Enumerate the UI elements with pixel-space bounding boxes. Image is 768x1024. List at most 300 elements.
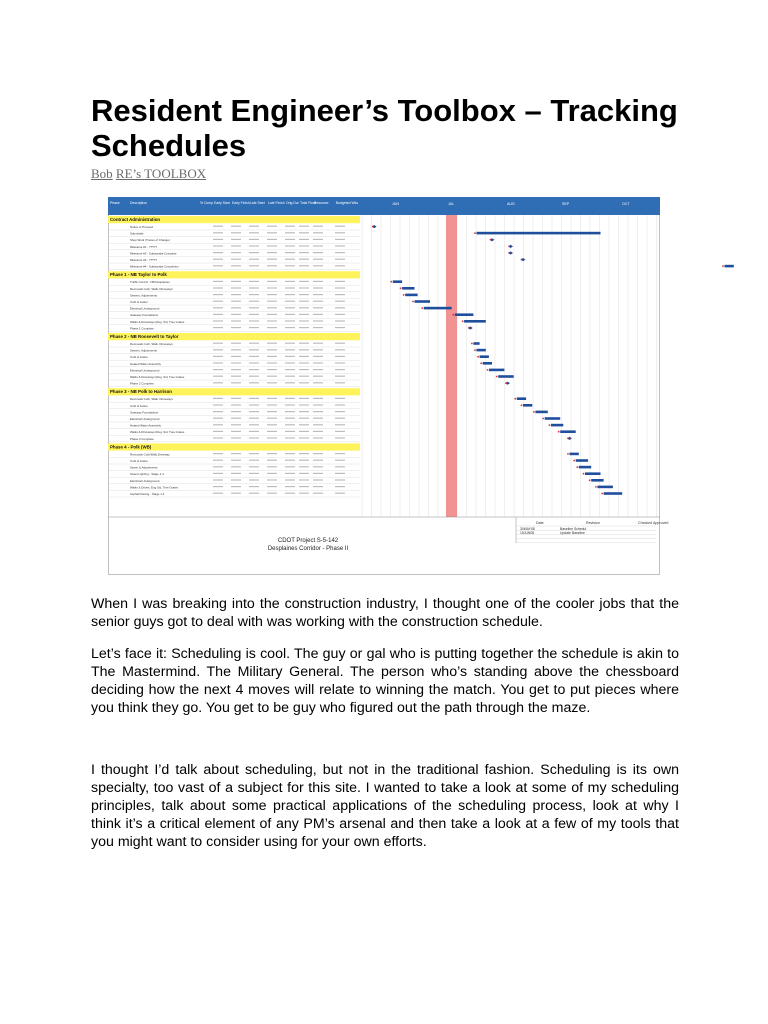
table-cell-value xyxy=(285,437,295,438)
table-cell-value xyxy=(299,252,309,253)
table-cell-value xyxy=(249,314,259,315)
table-cell-value xyxy=(335,294,345,295)
table-cell-value xyxy=(299,376,309,377)
activity-bar xyxy=(393,280,402,283)
activity-marker xyxy=(508,252,510,254)
table-cell-value xyxy=(213,232,223,233)
category-link[interactable]: RE’s TOOLBOX xyxy=(115,166,207,181)
activity-marker xyxy=(567,453,569,455)
table-cell-value xyxy=(285,404,295,405)
table-cell-value xyxy=(267,466,277,467)
table-cell-value xyxy=(267,232,277,233)
table-cell-value xyxy=(231,349,241,350)
table-cell-value xyxy=(231,473,241,474)
activity-description: Phase 1 Complete xyxy=(130,326,154,331)
table-cell-value xyxy=(313,437,323,438)
table-cell-value xyxy=(231,356,241,357)
activity-bar xyxy=(725,265,734,268)
activity-bar xyxy=(464,320,486,323)
table-cell-value xyxy=(231,460,241,461)
table-cell-value xyxy=(231,343,241,344)
activity-description: Removals Curb/Walk,Driveway xyxy=(130,452,170,457)
timeline-month-label: JUL xyxy=(448,202,455,206)
table-cell-value xyxy=(313,473,323,474)
activity-marker xyxy=(558,431,560,433)
table-cell-value xyxy=(313,252,323,253)
table-cell-value xyxy=(267,245,277,246)
table-cell-value xyxy=(213,398,223,399)
table-cell-value xyxy=(231,479,241,480)
table-cell-value xyxy=(231,404,241,405)
table-cell-value xyxy=(267,460,277,461)
table-cell-value xyxy=(313,466,323,467)
table-cell-value xyxy=(267,320,277,321)
title-line-1: Resident Engineer’s Toolbox – Tracking xyxy=(91,93,678,128)
project-number: CDOT Project S-5-142 xyxy=(277,538,339,544)
table-cell-value xyxy=(267,281,277,282)
activity-marker xyxy=(542,418,544,420)
table-cell-value xyxy=(335,287,345,288)
table-cell-value xyxy=(313,301,323,302)
table-cell-value xyxy=(249,437,259,438)
table-cell-value xyxy=(249,259,259,260)
activity-marker xyxy=(412,301,414,303)
table-cell-value xyxy=(267,301,277,302)
table-cell-value xyxy=(313,369,323,370)
table-cell-value xyxy=(213,307,223,308)
table-cell-value xyxy=(249,232,259,233)
activity-bar xyxy=(551,424,563,427)
activity-bar xyxy=(604,492,623,495)
header-cell: Early Start xyxy=(214,201,230,205)
table-cell-value xyxy=(231,362,241,363)
table-cell-value xyxy=(213,294,223,295)
activity-description: Sewer & Adjustments xyxy=(130,465,158,470)
table-cell-value xyxy=(249,473,259,474)
activity-marker xyxy=(468,327,470,329)
gantt-chart-figure xyxy=(108,197,669,575)
table-cell-value xyxy=(213,466,223,467)
table-cell-value xyxy=(285,226,295,227)
table-cell-value xyxy=(299,437,309,438)
header-cell: Early Finish xyxy=(232,201,250,205)
table-cell-value xyxy=(285,453,295,454)
table-cell-value xyxy=(285,376,295,377)
table-cell-value xyxy=(285,418,295,419)
table-cell-value xyxy=(285,411,295,412)
table-cell-value xyxy=(335,356,345,357)
table-cell-value xyxy=(213,301,223,302)
table-cell-value xyxy=(335,369,345,370)
table-cell-value xyxy=(335,320,345,321)
table-cell-value xyxy=(231,320,241,321)
header-cell: Resource xyxy=(314,201,329,205)
table-cell-value xyxy=(231,376,241,377)
table-cell-value xyxy=(335,418,345,419)
table-cell-value xyxy=(299,232,309,233)
table-cell-value xyxy=(299,404,309,405)
table-cell-value xyxy=(213,327,223,328)
activity-marker xyxy=(508,245,510,247)
table-cell-value xyxy=(267,349,277,350)
body-paragraph-1: When I was breaking into the construction industry, I thought one of the cooler jobs that the senior guys got to deal with was working with the construction schedule. xyxy=(91,596,679,630)
table-cell-value xyxy=(335,460,345,461)
activity-description: Asphalt Paving - Stage 1-4 xyxy=(130,492,165,496)
table-cell-value xyxy=(285,281,295,282)
table-cell-value xyxy=(231,252,241,253)
table-cell-value xyxy=(249,376,259,377)
table-cell-value xyxy=(213,356,223,357)
table-cell-value xyxy=(335,245,345,246)
table-cell-value xyxy=(313,259,323,260)
table-cell-value xyxy=(313,431,323,432)
table-cell-value xyxy=(335,411,345,412)
table-cell-value xyxy=(313,265,323,266)
table-cell-value xyxy=(249,307,259,308)
timeline-month-label: AUG xyxy=(507,202,515,206)
table-cell-value xyxy=(313,411,323,412)
author-link[interactable]: Bob xyxy=(91,166,113,181)
activity-bar xyxy=(405,294,417,297)
activity-bar xyxy=(498,375,514,378)
table-cell-value xyxy=(249,431,259,432)
table-cell-value xyxy=(249,343,259,344)
revision-date: 30MAY08 xyxy=(520,527,535,531)
activity-description: Sewers, Adjustments xyxy=(130,293,157,298)
activity-description: Gateway Foundations xyxy=(130,313,159,318)
table-cell-value xyxy=(299,460,309,461)
table-cell-value xyxy=(249,356,259,357)
activity-marker xyxy=(722,265,724,267)
table-cell-value xyxy=(313,404,323,405)
table-cell-value xyxy=(299,281,309,282)
table-cell-value xyxy=(299,362,309,363)
activity-bar xyxy=(473,342,479,345)
table-cell-value xyxy=(335,349,345,350)
table-cell-value xyxy=(249,466,259,467)
table-cell-value xyxy=(231,493,241,494)
table-cell-value xyxy=(249,226,259,227)
table-cell-value xyxy=(213,369,223,370)
activity-marker xyxy=(474,232,476,234)
table-cell-value xyxy=(267,473,277,474)
table-cell-value xyxy=(267,287,277,288)
activity-description: Heated Water Assembly xyxy=(130,361,161,366)
table-cell-value xyxy=(267,314,277,315)
activity-description: Milestone #2 - Substantial Complete xyxy=(130,251,177,256)
table-cell-value xyxy=(335,239,345,240)
table-cell-value xyxy=(313,239,323,240)
activity-marker xyxy=(471,343,473,345)
body-paragraph-2: Let’s face it: Scheduling is cool. The guy or gal who is putting together the schedule is akin to The Mastermind. The Military General. The person who’s standing above the chessboard deciding how the next 4 moves will relate to winning the match. You get to put pieces where you think they go. You get to be guy who figured out the path through the maze. xyxy=(91,646,679,716)
table-cell-value xyxy=(249,301,259,302)
table-cell-value xyxy=(285,294,295,295)
table-cell-value xyxy=(285,424,295,425)
table-cell-value xyxy=(299,287,309,288)
table-cell-value xyxy=(285,239,295,240)
table-cell-value xyxy=(213,226,223,227)
activity-marker xyxy=(421,307,423,309)
table-cell-value xyxy=(299,398,309,399)
activity-marker xyxy=(490,239,492,241)
table-cell-value xyxy=(231,294,241,295)
revision-header: Checked xyxy=(638,521,653,525)
table-cell-value xyxy=(285,343,295,344)
table-cell-value xyxy=(213,382,223,383)
table-cell-value xyxy=(313,294,323,295)
table-cell-value xyxy=(267,431,277,432)
activity-description: Walks & Driveways (Reg. Sid, Tree Grates xyxy=(130,375,185,379)
table-cell-value xyxy=(213,437,223,438)
activity-bar xyxy=(480,355,489,358)
table-cell-value xyxy=(267,453,277,454)
table-cell-value xyxy=(267,411,277,412)
activity-description: Walks & Driveways (Reg. Sid, Tree Grates xyxy=(130,430,185,435)
activity-description: Heated Water Assembly xyxy=(130,423,161,428)
table-cell-value xyxy=(299,382,309,383)
activity-description: Electrical Underground xyxy=(130,478,160,483)
table-cell-value xyxy=(213,376,223,377)
activity-bar xyxy=(576,459,588,462)
activity-description: Curb & Gutter xyxy=(130,403,148,408)
table-cell-value xyxy=(313,245,323,246)
table-cell-value xyxy=(285,287,295,288)
table-cell-value xyxy=(267,382,277,383)
activity-bar xyxy=(415,300,431,303)
table-cell-value xyxy=(231,239,241,240)
table-cell-value xyxy=(213,259,223,260)
table-cell-value xyxy=(213,349,223,350)
table-cell-value xyxy=(335,327,345,328)
table-cell-value xyxy=(231,287,241,288)
table-cell-value xyxy=(335,376,345,377)
table-cell-value xyxy=(313,349,323,350)
activity-marker xyxy=(567,437,569,439)
table-cell-value xyxy=(249,411,259,412)
activity-bar xyxy=(483,362,492,365)
table-cell-value xyxy=(335,226,345,227)
table-cell-value xyxy=(249,362,259,363)
table-cell-value xyxy=(335,473,345,474)
table-cell-value xyxy=(249,287,259,288)
table-cell-value xyxy=(285,252,295,253)
table-cell-value xyxy=(299,473,309,474)
table-cell-value xyxy=(313,356,323,357)
table-cell-value xyxy=(267,418,277,419)
table-cell-value xyxy=(267,479,277,480)
table-cell-value xyxy=(299,265,309,266)
header-cell: % Comp xyxy=(200,201,214,205)
table-cell-value xyxy=(285,479,295,480)
table-cell-value xyxy=(285,362,295,363)
table-cell-value xyxy=(285,327,295,328)
header-cell: Total Float xyxy=(300,201,316,205)
activity-marker xyxy=(400,287,402,289)
activity-description: Removals Curb, Walk, Driveways xyxy=(130,397,173,402)
table-cell-value xyxy=(231,314,241,315)
table-cell-value xyxy=(335,404,345,405)
table-cell-value xyxy=(213,411,223,412)
activity-marker xyxy=(403,294,405,296)
table-cell-value xyxy=(313,320,323,321)
data-date-band xyxy=(446,215,457,517)
table-cell-value xyxy=(299,493,309,494)
revision-header: Date xyxy=(536,521,544,525)
activity-description: Gateway Foundations xyxy=(130,410,159,415)
activity-description: Electrical Underground xyxy=(130,306,160,311)
table-cell-value xyxy=(213,245,223,246)
table-cell-value xyxy=(267,252,277,253)
table-cell-value xyxy=(213,252,223,253)
table-cell-value xyxy=(213,320,223,321)
table-cell-value xyxy=(313,327,323,328)
activity-marker xyxy=(462,320,464,322)
table-cell-value xyxy=(335,424,345,425)
table-cell-value xyxy=(249,398,259,399)
activity-description: Milestone #4 - Substantial Completion xyxy=(130,264,179,269)
table-cell-value xyxy=(213,404,223,405)
table-cell-value xyxy=(335,252,345,253)
table-cell-value xyxy=(267,486,277,487)
table-cell-value xyxy=(285,320,295,321)
table-cell-value xyxy=(231,226,241,227)
activity-description: Curb & Gutter xyxy=(130,355,148,360)
table-cell-value xyxy=(231,424,241,425)
table-cell-value xyxy=(299,453,309,454)
table-cell-value xyxy=(267,327,277,328)
activity-marker xyxy=(595,486,597,488)
activity-description: Walks & Drives, Eng Sid, Tree Grates xyxy=(130,485,179,490)
table-cell-value xyxy=(213,486,223,487)
table-cell-value xyxy=(335,314,345,315)
activity-marker xyxy=(521,404,523,406)
table-cell-value xyxy=(313,493,323,494)
table-cell-value xyxy=(285,232,295,233)
chart-header-band xyxy=(108,197,660,215)
table-cell-value xyxy=(285,486,295,487)
table-cell-value xyxy=(267,376,277,377)
activity-description: Removals Curb, Walk, Driveways xyxy=(130,342,173,346)
table-cell-value xyxy=(335,466,345,467)
activity-bar xyxy=(489,369,505,372)
section-header-label: Contract Administration xyxy=(110,217,161,222)
figure-frame xyxy=(109,198,660,575)
table-cell-value xyxy=(249,404,259,405)
table-cell-value xyxy=(299,239,309,240)
table-cell-value xyxy=(335,398,345,399)
activity-bar xyxy=(570,453,579,456)
activity-description: Shop Work (Traces of Change) xyxy=(130,238,170,243)
header-cell: Phase xyxy=(110,201,120,205)
activity-bar xyxy=(597,486,613,489)
table-cell-value xyxy=(335,307,345,308)
table-cell-value xyxy=(285,431,295,432)
table-cell-value xyxy=(335,437,345,438)
table-cell-value xyxy=(249,418,259,419)
table-cell-value xyxy=(213,453,223,454)
table-cell-value xyxy=(313,382,323,383)
activity-marker xyxy=(487,369,489,371)
activity-marker xyxy=(514,398,516,400)
table-cell-value xyxy=(285,259,295,260)
table-cell-value xyxy=(299,431,309,432)
activity-bar xyxy=(477,232,601,235)
table-cell-value xyxy=(231,466,241,467)
table-cell-value xyxy=(299,411,309,412)
table-cell-value xyxy=(335,453,345,454)
table-cell-value xyxy=(267,424,277,425)
table-cell-value xyxy=(213,362,223,363)
table-cell-value xyxy=(335,362,345,363)
header-cell: Late Finish xyxy=(268,201,285,205)
section-header-label: Phase 3 - NB Polk to Harrison xyxy=(110,389,172,395)
table-cell-value xyxy=(249,486,259,487)
table-cell-value xyxy=(313,453,323,454)
table-cell-value xyxy=(285,460,295,461)
table-cell-value xyxy=(249,281,259,282)
table-cell-value xyxy=(267,239,277,240)
project-name: Desplaines Corridor - Phase II xyxy=(267,546,349,552)
table-cell-value xyxy=(267,437,277,438)
table-cell-value xyxy=(335,493,345,494)
timeline-month-label: JUN xyxy=(392,202,399,206)
table-cell-value xyxy=(213,424,223,425)
table-cell-value xyxy=(313,418,323,419)
table-cell-value xyxy=(313,398,323,399)
activity-bar xyxy=(591,479,603,482)
revision-header: Approved xyxy=(653,521,669,525)
table-cell-value xyxy=(231,245,241,246)
table-cell-value xyxy=(249,245,259,246)
table-cell-value xyxy=(285,245,295,246)
timeline-month-label: SEP xyxy=(562,202,570,206)
activity-marker xyxy=(480,362,482,364)
table-cell-value xyxy=(299,343,309,344)
activity-bar xyxy=(585,472,601,475)
table-cell-value xyxy=(335,265,345,266)
table-cell-value xyxy=(335,281,345,282)
body-paragraph-3: I thought I’d talk about scheduling, but not in the traditional fashion. Scheduling is its own specialty, too vast of a subject for this site. I wanted to take a look at some of my scheduling principles, talk about some practical applications of the scheduling process, look at why I think it’s a critical element of any PM’s arsenal and then take a look at a few of my tools that you might want to consider using for your own efforts. xyxy=(91,762,679,850)
activity-marker xyxy=(549,424,551,426)
activity-marker xyxy=(583,473,585,475)
table-cell-value xyxy=(285,493,295,494)
table-cell-value xyxy=(249,493,259,494)
activity-description: Electrical Underground xyxy=(130,417,160,421)
activity-marker xyxy=(372,226,374,228)
table-cell-value xyxy=(299,418,309,419)
activity-description: Notice to Proceed xyxy=(130,225,153,229)
table-cell-value xyxy=(249,252,259,253)
table-cell-value xyxy=(213,281,223,282)
table-cell-value xyxy=(285,265,295,266)
table-cell-value xyxy=(335,382,345,383)
table-cell-value xyxy=(213,314,223,315)
table-cell-value xyxy=(299,301,309,302)
activity-bar xyxy=(579,466,591,469)
gantt-chart-svg xyxy=(108,197,669,575)
table-cell-value xyxy=(249,369,259,370)
table-cell-value xyxy=(267,307,277,308)
table-cell-value xyxy=(313,479,323,480)
table-cell-value xyxy=(213,265,223,266)
table-cell-value xyxy=(231,232,241,233)
header-cell: Budgeted Wks xyxy=(336,201,359,205)
table-cell-value xyxy=(285,369,295,370)
table-cell-value xyxy=(267,362,277,363)
table-cell-value xyxy=(231,382,241,383)
activity-marker xyxy=(533,411,535,413)
table-cell-value xyxy=(267,343,277,344)
